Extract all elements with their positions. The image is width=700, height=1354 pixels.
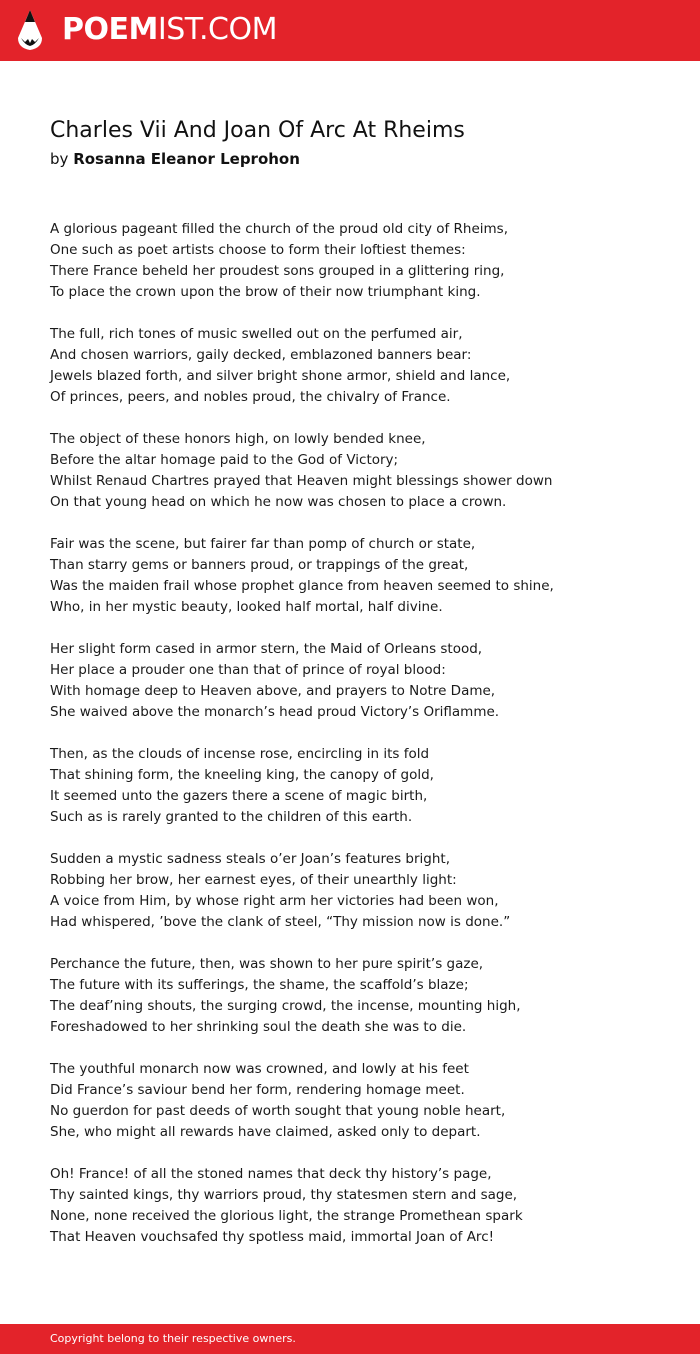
poem-line: Of princes, peers, and nobles proud, the chivalry of France. — [50, 389, 451, 405]
poem-line: Then, as the clouds of incense rose, encircling in its fold — [50, 746, 430, 762]
stanza — [50, 954, 670, 1038]
poem-line: That shining form, the kneeling king, the canopy of gold, — [50, 767, 434, 783]
site-footer — [0, 1324, 700, 1354]
stanza — [50, 849, 670, 933]
poem-line: Did France’s saviour bend her form, rendering homage meet. — [50, 1082, 465, 1098]
stanza — [50, 429, 670, 513]
site-header — [0, 0, 700, 61]
poem-line: Foreshadowed to her shrinking soul the death she was to die. — [50, 1019, 467, 1035]
poem-line: The full, rich tones of music swelled out on the perfumed air, — [50, 326, 463, 342]
by-label: by — [50, 150, 69, 168]
poem-line: Sudden a mystic sadness steals o’er Joan’s features bright, — [50, 851, 451, 867]
site-logo[interactable] — [62, 12, 277, 48]
poem-line: One such as poet artists choose to form their loftiest themes: — [50, 242, 466, 258]
poem-line: Her place a prouder one than that of prince of royal blood: — [50, 662, 446, 678]
poem-line: Oh! France! of all the stoned names that deck thy history’s page, — [50, 1166, 492, 1182]
stanza — [50, 1059, 670, 1143]
poem-line: A glorious pageant filled the church of the proud old city of Rheims, — [50, 221, 508, 237]
poem-line: The youthful monarch now was crowned, and lowly at his feet — [50, 1061, 469, 1077]
poem-line: The future with its sufferings, the shame, the scaffold’s blaze; — [50, 977, 469, 993]
logo-text-light: IST.COM — [157, 12, 277, 47]
poem-line: There France beheld her proudest sons grouped in a glittering ring, — [50, 263, 505, 279]
poem-line: Her slight form cased in armor stern, the Maid of Orleans stood, — [50, 641, 483, 657]
byline — [50, 148, 300, 170]
stanza — [50, 639, 670, 723]
copyright-text: Copyright belong to their respective owners. — [50, 1332, 296, 1345]
poem-line: Who, in her mystic beauty, looked half mortal, half divine. — [50, 599, 443, 615]
poem-line: Was the maiden frail whose prophet glance from heaven seemed to shine, — [50, 578, 554, 594]
poem-line: It seemed unto the gazers there a scene of magic birth, — [50, 788, 428, 804]
poem-line: A voice from Him, by whose right arm her victories had been won, — [50, 893, 499, 909]
poem-line: Had whispered, ’bove the clank of steel, “Thy mission now is done.” — [50, 914, 511, 930]
poem-line: On that young head on which he now was chosen to place a crown. — [50, 494, 507, 510]
poem-line: With homage deep to Heaven above, and prayers to Notre Dame, — [50, 683, 496, 699]
poem-body — [50, 219, 670, 1269]
poem-line: That Heaven vouchsafed thy spotless maid, immortal Joan of Arc! — [50, 1229, 495, 1245]
poem-line: Than starry gems or banners proud, or trappings of the great, — [50, 557, 469, 573]
stanza — [50, 219, 670, 303]
poem-line: Fair was the scene, but fairer far than pomp of church or state, — [50, 536, 476, 552]
poem-line: The object of these honors high, on lowly bended knee, — [50, 431, 426, 447]
poem-title: Charles Vii And Joan Of Arc At Rheims — [50, 118, 465, 143]
poem-line: Robbing her brow, her earnest eyes, of their unearthly light: — [50, 872, 457, 888]
stanza — [50, 1164, 670, 1248]
poem-line: The deaf’ning shouts, the surging crowd, the incense, mounting high, — [50, 998, 521, 1014]
poem-line: Perchance the future, then, was shown to her pure spirit’s gaze, — [50, 956, 484, 972]
stanza — [50, 534, 670, 618]
stanza — [50, 744, 670, 828]
poem-line: Whilst Renaud Chartres prayed that Heaven might blessings shower down — [50, 473, 553, 489]
poem-line: Thy sainted kings, thy warriors proud, thy statesmen stern and sage, — [50, 1187, 518, 1203]
poem-line: Before the altar homage paid to the God of Victory; — [50, 452, 399, 468]
pencil-tip-icon[interactable] — [15, 8, 45, 53]
poem-line: And chosen warriors, gaily decked, emblazoned banners bear: — [50, 347, 472, 363]
poem-line: She waived above the monarch’s head proud Victory’s Oriflamme. — [50, 704, 500, 720]
stanza — [50, 324, 670, 408]
author-name: Rosanna Eleanor Leprohon — [73, 150, 300, 168]
poem-line: No guerdon for past deeds of worth sought that young noble heart, — [50, 1103, 506, 1119]
poem-line: Such as is rarely granted to the children of this earth. — [50, 809, 413, 825]
poem-line: She, who might all rewards have claimed, asked only to depart. — [50, 1124, 481, 1140]
poem-line: To place the crown upon the brow of their now triumphant king. — [50, 284, 481, 300]
poem-line: None, none received the glorious light, the strange Promethean spark — [50, 1208, 523, 1224]
logo-text-strong: POEM — [62, 12, 158, 47]
poem-line: Jewels blazed forth, and silver bright shone armor, shield and lance, — [50, 368, 511, 384]
